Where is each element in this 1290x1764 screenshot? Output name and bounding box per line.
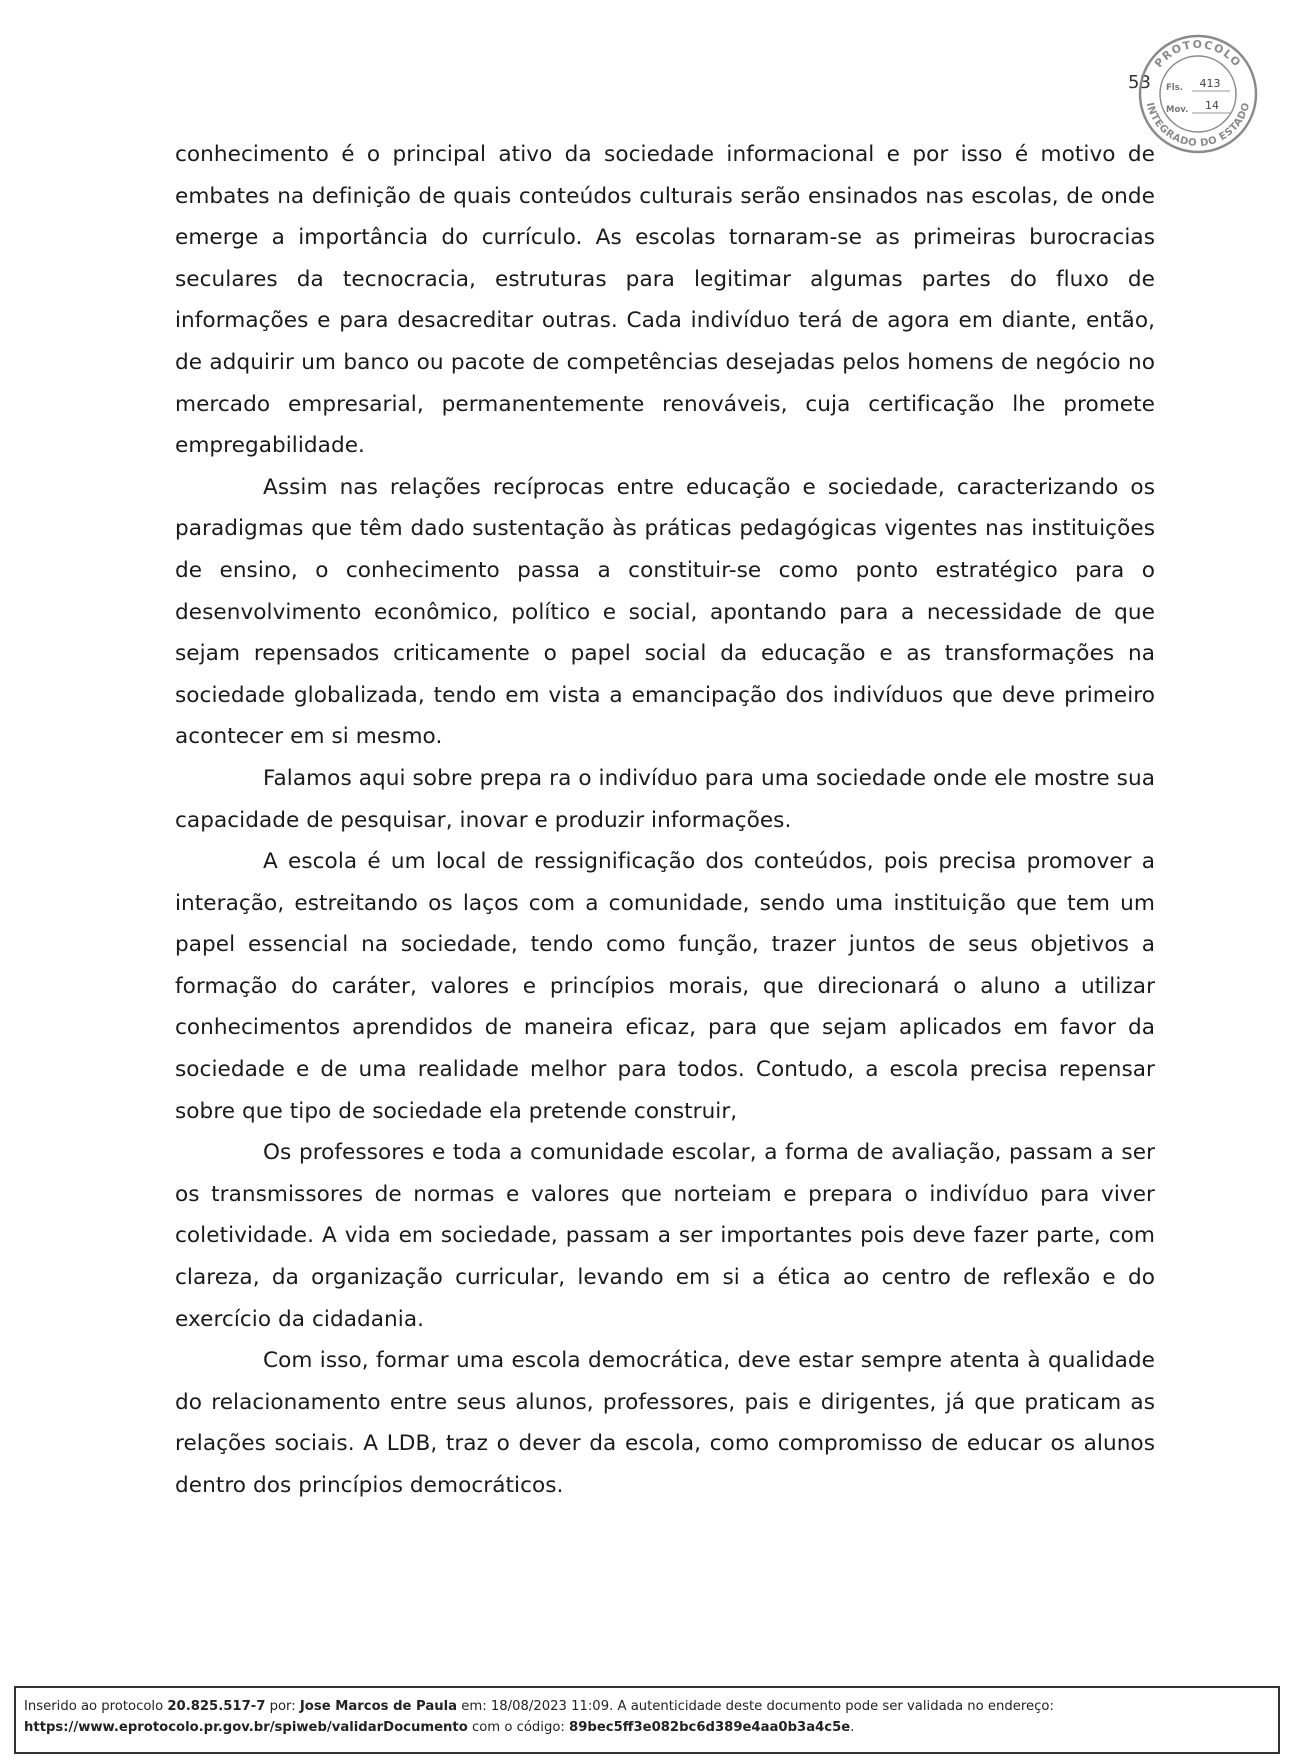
footer-author: Jose Marcos de Paula — [299, 1699, 458, 1714]
paragraph-3: Falamos aqui sobre prepa ra o indivíduo para uma sociedade onde ele mostre sua capacidade de pesquisar, inovar e produzir informações. — [175, 765, 1155, 833]
footer-end: . — [850, 1720, 855, 1735]
footer-prefix: Inserido ao protocolo — [24, 1699, 168, 1714]
footer-validation-url[interactable]: https://www.eprotocolo.pr.gov.br/spiweb/validarDocumento — [24, 1720, 468, 1735]
paragraph-6: Com isso, formar uma escola democrática, deve estar sempre atenta à qualidade do relacionamento entre seus alunos, professores, pais e dirigentes, já que praticam as relações sociais. A LDB, traz o dever da escola, como compromisso de educar os alunos dentro dos princípios democráticos. — [175, 1348, 1155, 1498]
paragraph-4: A escola é um local de ressignificação dos conteúdos, pois precisa promover a interação, estreitando os laços com a comunidade, sendo uma instituição que tem um papel essencial na sociedade, tendo como função, trazer juntos de seus objetivos a formação do caráter, valores e princípios morais, que direcionará o aluno a utilizar conhecimentos aprendidos de maneira eficaz, para que sejam aplicados em favor da sociedade e de uma realidade melhor para todos. Contudo, a escola precisa repensar sobre que tipo de sociedade ela pretende construir, — [175, 849, 1155, 1124]
stamp-ring-bottom: INTEGRADO DO ESTADO — [1143, 101, 1253, 150]
footer-date-label: em: — [457, 1699, 491, 1714]
paragraph-1: conhecimento é o principal ativo da sociedade informacional e por isso é motivo de embates na definição de quais conteúdos culturais serão ensinados nas escolas, de onde emerge a importância do currículo. As escolas tornaram-se as primeiras burocracias seculares da tecnocracia, estruturas para legitimar algumas partes do fluxo de informações e para desacreditar outras. Cada indivíduo terá de agora em diante, então, de adquirir um banco ou pacote de competências desejadas pelos homens de negócio no mercado empresarial, permanentemente renováveis, cuja certificação lhe promete empregabilidade. — [175, 142, 1155, 459]
stamp-ring-top: PROTOCOLO — [1152, 38, 1244, 71]
footer-protocol-number: 20.825.517-7 — [167, 1699, 266, 1714]
footer-by-label: por: — [265, 1699, 300, 1714]
footer-datetime: 18/08/2023 11:09 — [490, 1699, 610, 1714]
document-body — [175, 134, 1155, 1507]
stamp-fls-label: Fls. — [1166, 83, 1184, 93]
footer-code-label: com o código: — [467, 1720, 570, 1735]
footer-validation-text: . A autenticidade deste documento pode ser validada no endereço: — [609, 1699, 1054, 1714]
authenticity-footer — [14, 1686, 1280, 1754]
footer-validation-code: 89bec5ff3e082bc6d389e4aa0b3a4c5e — [569, 1720, 851, 1735]
stamp-mov-value: 14 — [1205, 99, 1219, 112]
stamp-mov-label: Mov. — [1166, 105, 1189, 115]
stamp-fls-value: 413 — [1199, 77, 1221, 90]
paragraph-2: Assim nas relações recíprocas entre educação e sociedade, caracterizando os paradigmas que têm dado sustentação às práticas pedagógicas vigentes nas instituições de ensino, o conhecimento passa a constituir-se como ponto estratégico para o desenvolvimento econômico, político e social, apontando para a necessidade de que sejam repensados criticamente o papel social da educação e as transformações na sociedade globalizada, tendo em vista a emancipação dos indivíduos que deve primeiro acontecer em si mesmo. — [175, 474, 1155, 750]
svg-text:INTEGRADO DO ESTADO — [1144, 101, 1252, 149]
svg-text:PROTOCOLO — [1152, 38, 1244, 70]
page-number: 53 — [1128, 72, 1151, 93]
paragraph-5: Os professores e toda a comunidade escolar, a forma de avaliação, passam a ser os transmissores de normas e valores que norteiam e prepara o indivíduo para viver coletividade. A vida em sociedade, passam a ser importantes pois deve fazer parte, com clareza, da organização curricular, levando em si a ética ao centro de reflexão e do exercício da cidadania. — [175, 1140, 1155, 1332]
